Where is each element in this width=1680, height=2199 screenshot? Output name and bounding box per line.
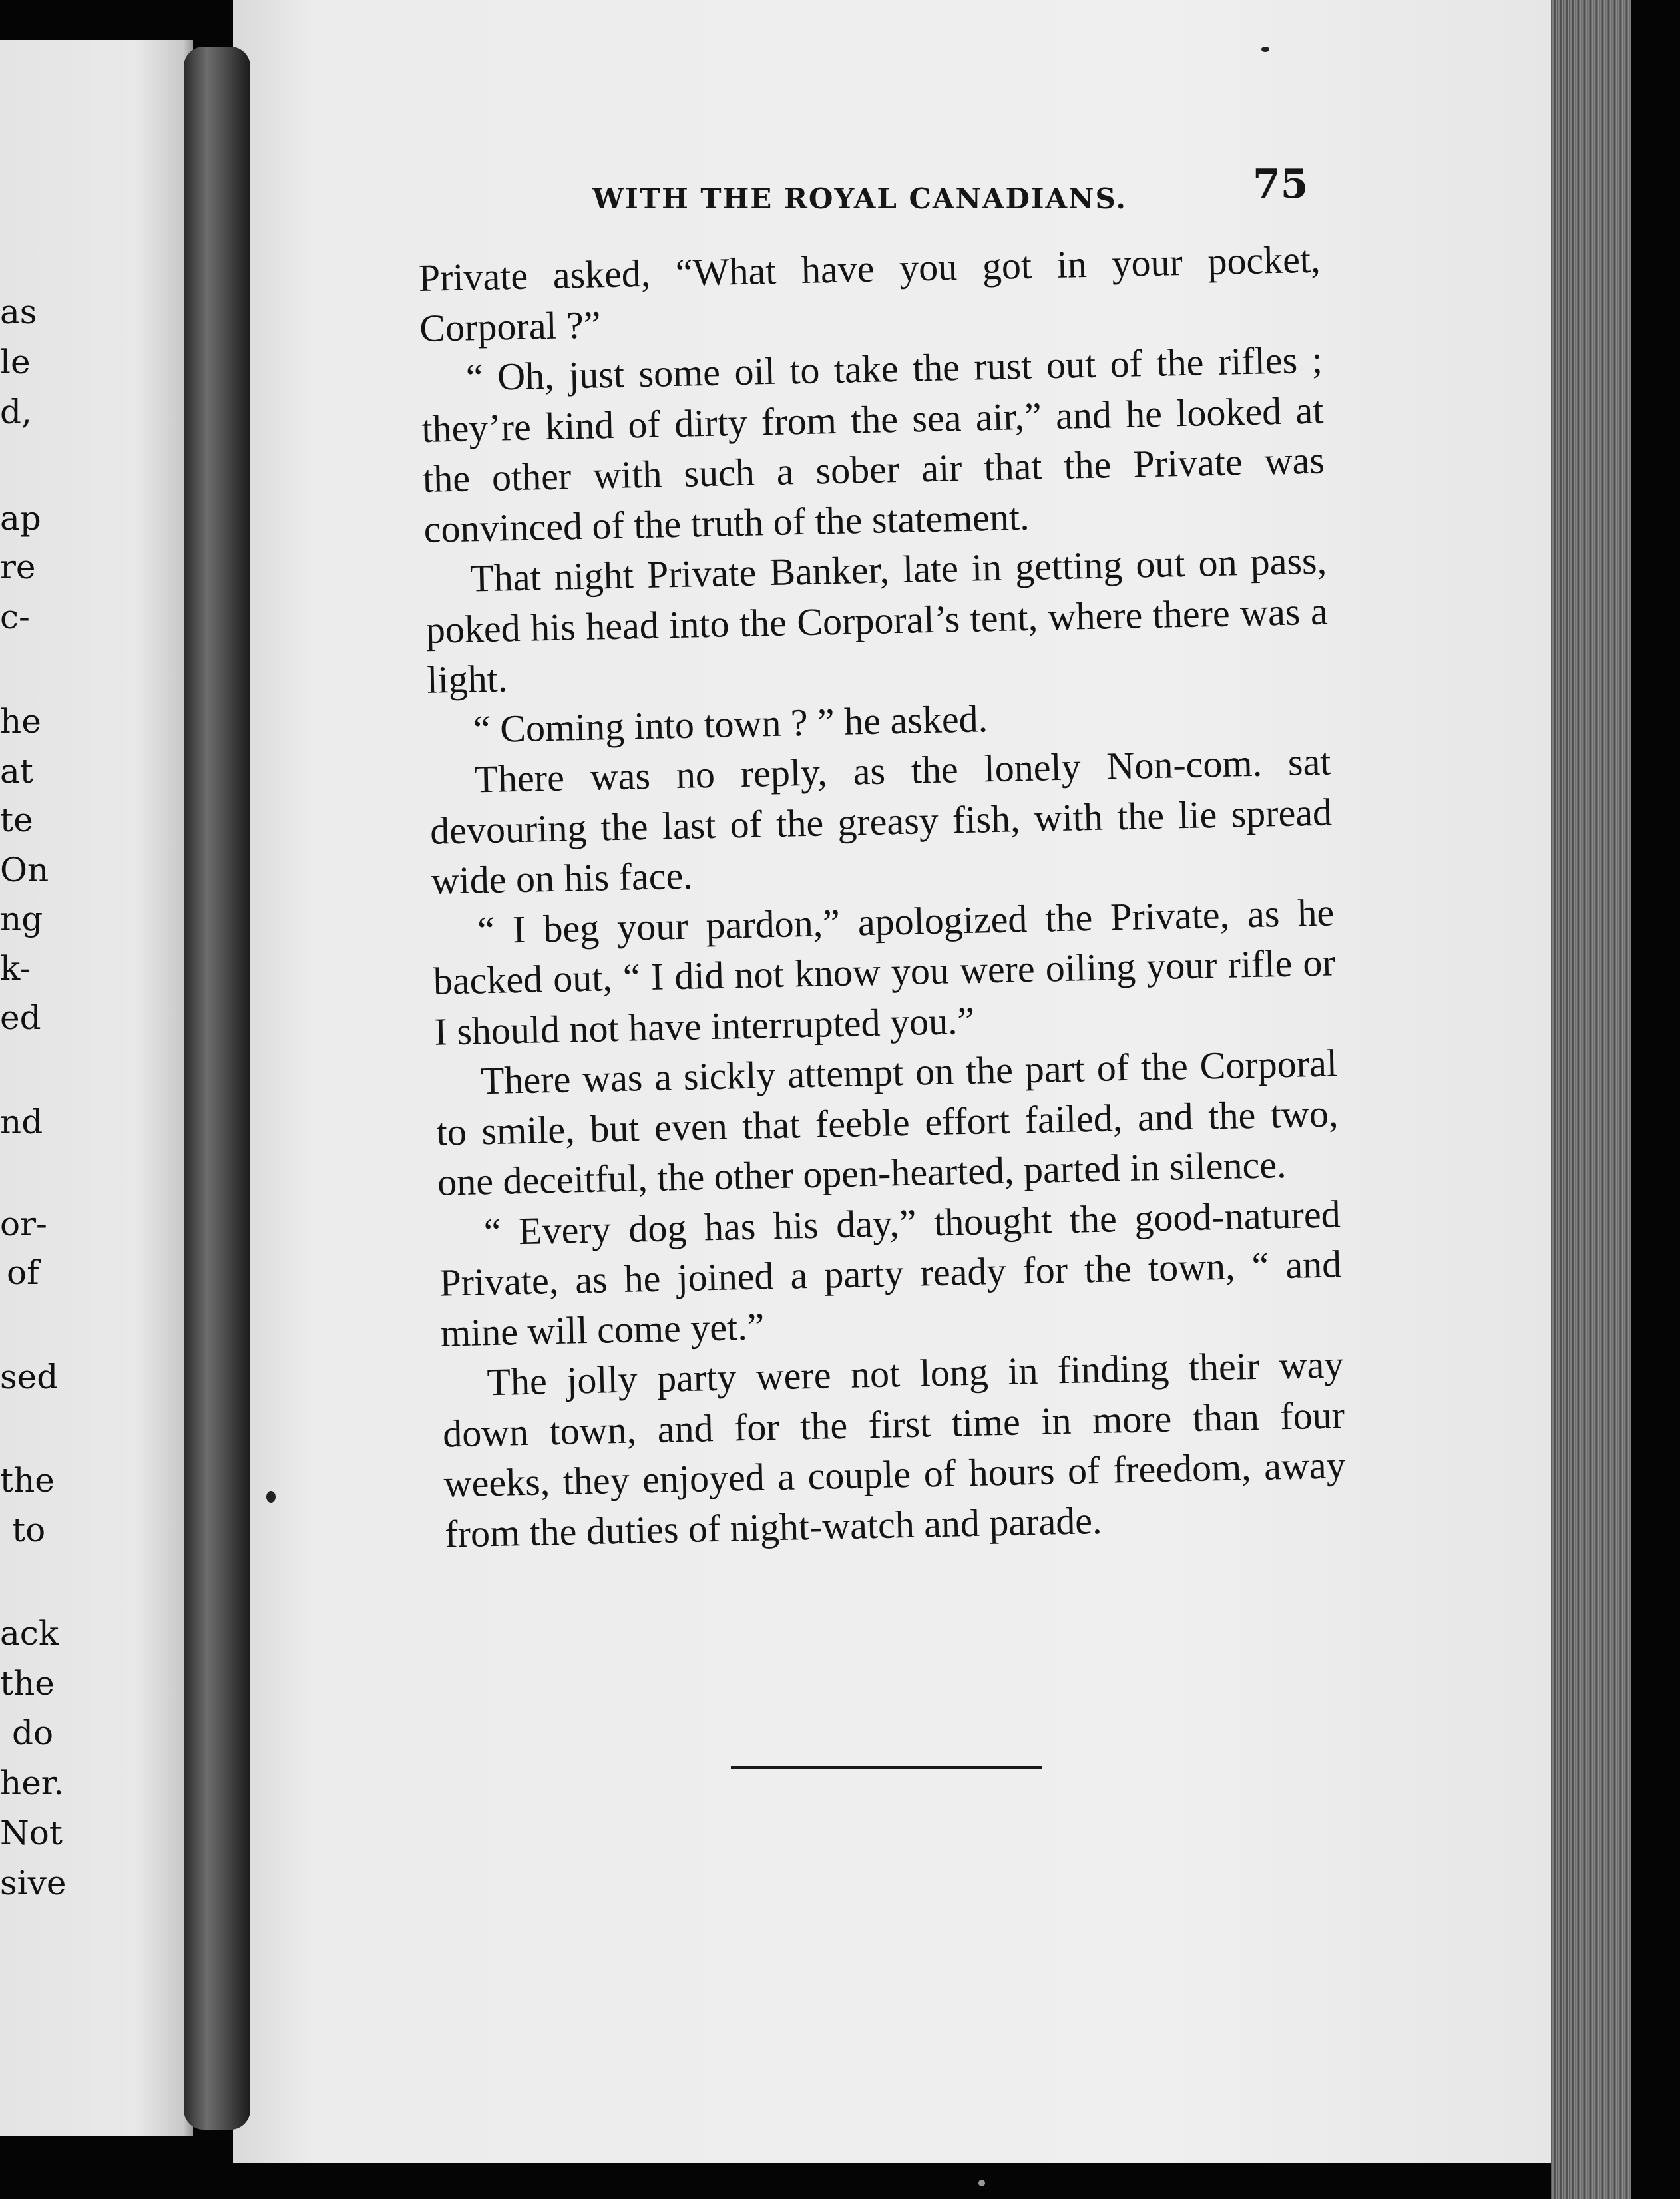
page-number: 75	[1253, 161, 1309, 208]
paragraph: The jolly party were not long in finding their way down town, and for the first time in more than four weeks, they enjoyed a couple of hours of freedom, away from the duties of night-watch and parade.	[442, 1342, 1347, 1556]
left-fragment: at	[0, 752, 33, 791]
left-fragment: of	[7, 1253, 39, 1292]
left-fragment: sed	[0, 1358, 59, 1396]
paragraph: “ Oh, just some oil to take the rust out of the rifles ; they’re kind of dirty from the sea air,” and he looked at the other with such a sober air that the Private was convinced of the truth of the statement.	[421, 337, 1325, 551]
left-fragment: c-	[0, 598, 30, 636]
left-page	[0, 40, 193, 2136]
left-fragment: or-	[0, 1205, 47, 1243]
left-fragment: sive	[0, 1864, 67, 1902]
left-fragment: te	[0, 801, 33, 839]
left-fragment: On	[0, 851, 49, 889]
left-fragment: her.	[0, 1764, 65, 1802]
left-fragment: le	[0, 343, 31, 381]
left-fragment: he	[0, 702, 41, 741]
left-fragment: to	[12, 1511, 46, 1549]
left-fragment: ack	[0, 1614, 59, 1653]
paragraph: “ I beg your pardon,” apologized the Private, as he backed out, “ I did not know you were oiling your rifle or I should not have interrupted you.”	[433, 890, 1336, 1054]
left-fragment: k-	[0, 949, 31, 988]
scan-speck	[978, 2180, 985, 2186]
left-fragment: d,	[0, 393, 32, 431]
section-end-rule	[731, 1766, 1042, 1769]
paragraph: “ Every dog has his day,” thought the good-natured Private, as he joined a party ready for the town, “ and mine will come yet.”	[439, 1191, 1342, 1355]
paragraph: There was a sickly attempt on the part of the Corporal to smile, but even that feeble effort failed, and the two, one deceitful, the other open-hearted, parted in silence.	[435, 1041, 1339, 1204]
running-head: WITH THE ROYAL CANADIANS.	[592, 182, 1127, 215]
paragraph: “ Coming into town ? ” he asked.	[473, 696, 988, 751]
left-fragment: the	[0, 1461, 55, 1499]
scan-speck	[1261, 47, 1269, 52]
left-fragment: nd	[0, 1103, 43, 1141]
left-fragment: re	[0, 548, 36, 586]
left-fragment: do	[12, 1714, 54, 1752]
left-fragment: Not	[0, 1814, 63, 1852]
left-fragment: the	[0, 1664, 55, 1702]
scan-speck	[266, 1491, 276, 1503]
left-page-text-fragments	[0, 40, 193, 2136]
left-fragment: as	[0, 293, 37, 331]
left-fragment: ng	[0, 900, 43, 938]
book-gutter	[184, 47, 250, 2130]
page-edge-stack	[1551, 0, 1631, 2199]
paragraph: That night Private Banker, late in getting out on pass, poked his head into the Corporal’s tent, where there was a light.	[425, 538, 1329, 701]
paragraph: Private asked, “What have you got in your pocket, Corporal ?”	[418, 237, 1321, 350]
paragraph: There was no reply, as the lonely Non-com. sat devouring the last of the greasy fish, with the lie spread wide on his face.	[429, 739, 1333, 902]
left-fragment: ap	[0, 499, 41, 538]
left-fragment: ed	[0, 998, 41, 1037]
body-text	[418, 234, 1347, 1559]
